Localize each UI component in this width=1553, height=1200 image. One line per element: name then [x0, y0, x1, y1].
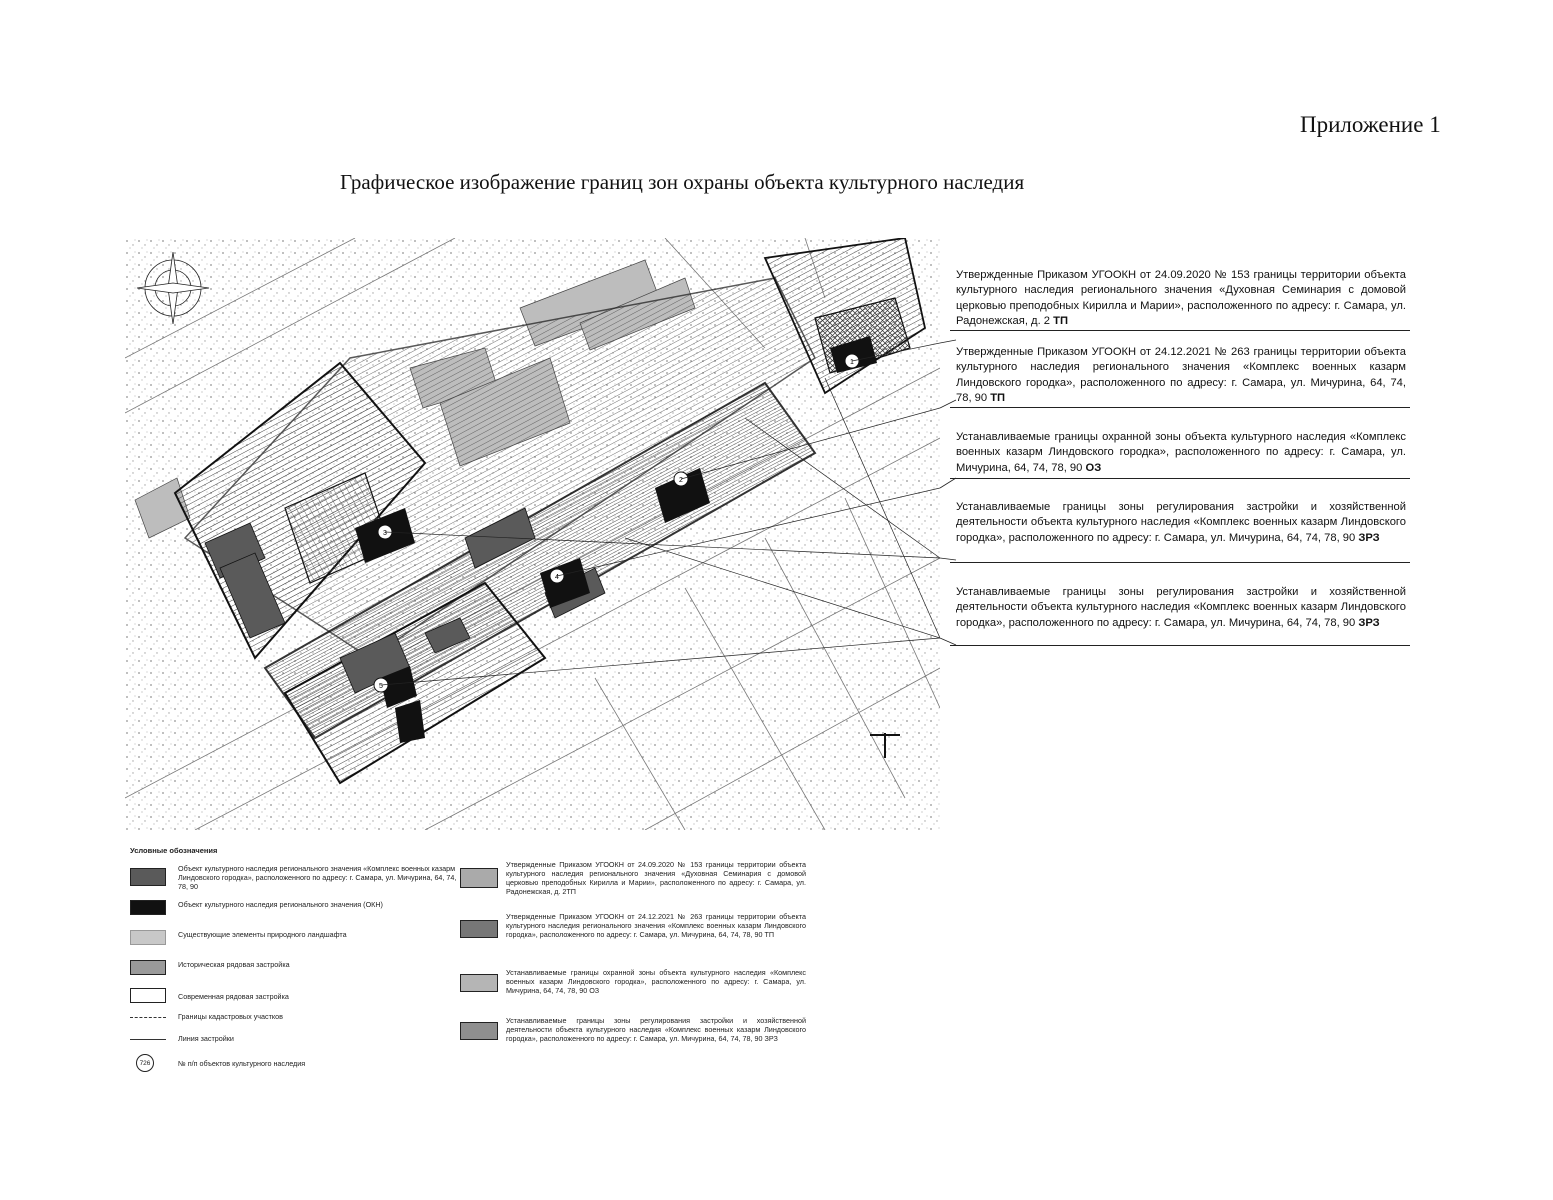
- legend-title: Условные обозначения: [130, 846, 218, 855]
- swatch-crosshatch: [460, 868, 498, 888]
- page-title: Графическое изображение границ зон охраны объекта культурного наследия: [340, 170, 1025, 194]
- swatch-dark-gray: [130, 868, 166, 886]
- swatch-hatch-mid: [460, 1022, 498, 1040]
- appendix-label: Приложение 1: [1300, 112, 1441, 137]
- zone-map: [125, 238, 940, 830]
- object-number-sample: 726: [136, 1054, 154, 1072]
- swatch-hatch-light: [460, 974, 498, 992]
- swatch-hatch-dark: [460, 920, 498, 938]
- swatch-white: [130, 988, 166, 1003]
- callout-regulation-zone-2: Устанавливаемые границы зоны регулирования застройки и хозяйственной деятельности объекта культурного наследия «Комплекс военных казарм Линдовского городка», расположенного по адресу: г. Самара, ул. Мичурина, 64, 74, 78, 90 ЗРЗ: [956, 585, 1406, 631]
- swatch-light-gray: [130, 930, 166, 945]
- svg-text:5: 5: [379, 683, 383, 690]
- callout-protection-zone: Устанавливаемые границы охранной зоны объекта культурного наследия «Комплекс военных казарм Линдовского городка», расположенного по адресу: г. Самара, ул. Мичурина, 64, 74, 78, 90 ОЗ: [956, 430, 1406, 476]
- swatch-line: [130, 1039, 166, 1040]
- swatch-mid-gray: [130, 960, 166, 975]
- svg-text:4: 4: [555, 574, 559, 581]
- callout-regulation-zone-1: Устанавливаемые границы зоны регулирования застройки и хозяйственной деятельности объекта культурного наследия «Комплекс военных казарм Линдовского городка», расположенного по адресу: г. Самара, ул. Мичурина, 64, 74, 78, 90 ЗРЗ: [956, 500, 1406, 546]
- svg-text:3: 3: [383, 530, 387, 537]
- swatch-black: [130, 900, 166, 915]
- swatch-thin-line: [130, 1017, 166, 1018]
- svg-text:2: 2: [679, 477, 683, 484]
- svg-text:1: 1: [850, 359, 854, 366]
- callout-seminary-territory: Утвержденные Приказом УГООКН от 24.09.2020 № 153 границы территории объекта культурного наследия регионального значения «Духовная Семинария с домовой церковью преподобных Кирилла и Марии», расположенного по адресу: г. Самара, ул. Радонежская, д. 2 ТП: [956, 268, 1406, 330]
- callout-barracks-territory: Утвержденные Приказом УГООКН от 24.12.2021 № 263 границы территории объекта культурного наследия регионального значения «Комплекс военных казарм Линдовского городка», расположенного по адресу: г. Самара, ул. Мичурина, 64, 74, 78, 90 ТП: [956, 345, 1406, 407]
- map-drawing: [125, 238, 940, 830]
